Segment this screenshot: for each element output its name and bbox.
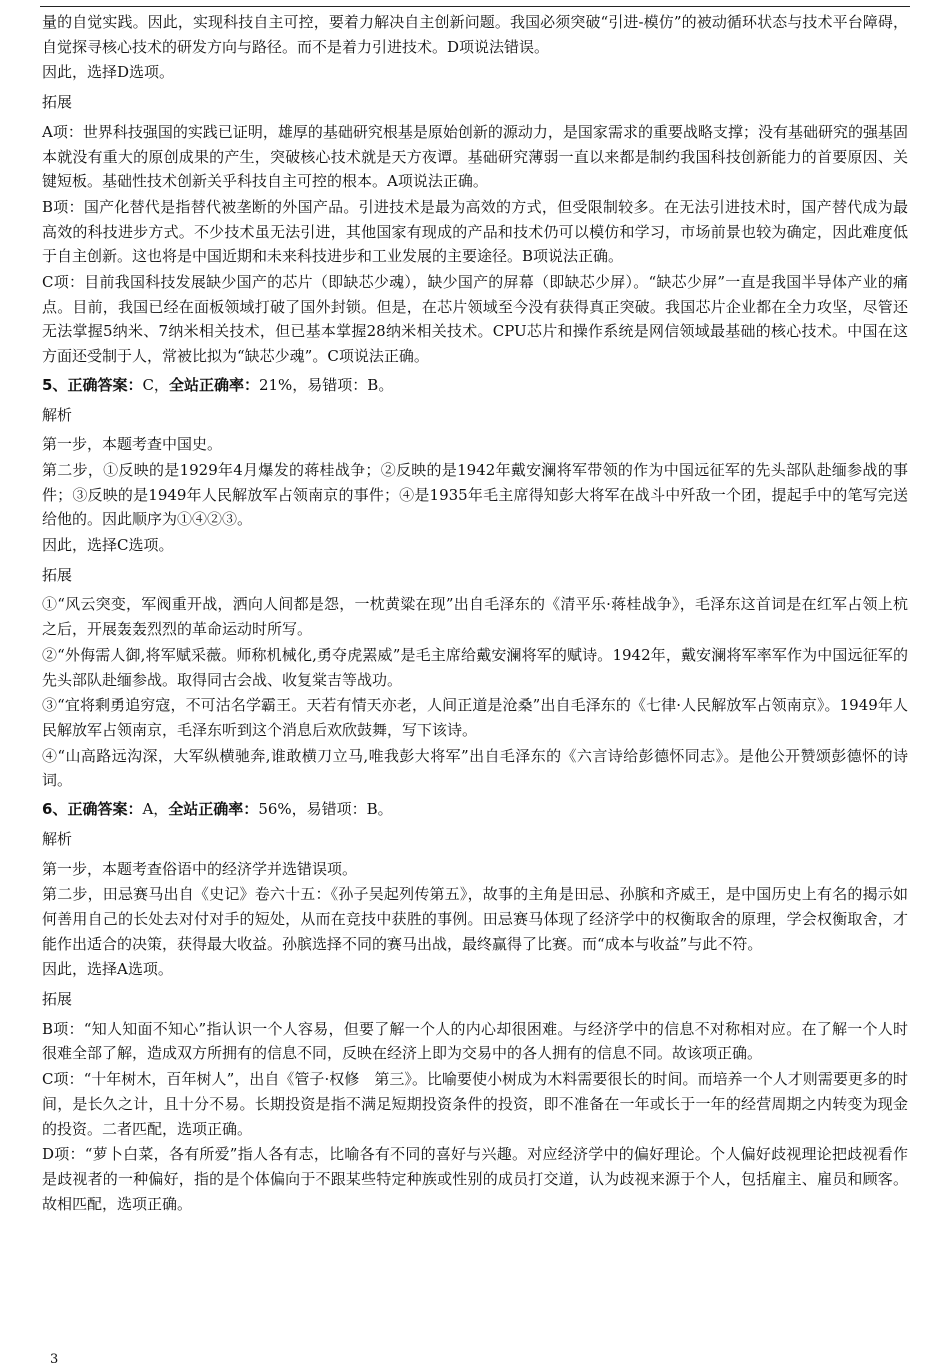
paragraph: 第二步，①反映的是1929年4月爆发的蒋桂战争；②反映的是1942年戴安澜将军带领的作为中国远征军的先头部队赴缅参战的事件；③反映的是1949年人民解放军占领南京的事件；④是1935年毛主席得知彭大将军在战斗中歼敌一个团，提起手中的笔写完送给他的。因此顺序为①④②③。 — [42, 460, 908, 529]
section-label: 解析 — [42, 829, 73, 848]
accuracy-label: 全站正确率： — [168, 800, 259, 819]
paragraph: 因此，选择C选项。 — [42, 536, 174, 555]
paragraph: C项：目前我国科技发展缺少国产的芯片（即缺芯少魂），缺少国产的屏幕（即缺芯少屏）。“缺芯少屏”一直是我国半导体产业的痛点。目前，我国已经在面板领域打破了国外封锁。但是，在芯片领域至今没有获得真正突破。我国芯片企业都在全力攻坚，尽管还无法掌握5纳米、7纳米相关技术，但已基本掌握28纳米相关技术。CPU芯片和操作系统是网信领域最基础的核心技术。中国在这方面还受制于人，常被比拟为“缺芯少魂”。C项说法正确。 — [42, 273, 908, 366]
accuracy-value: 56%，易错项：B。 — [258, 800, 393, 819]
top-divider — [40, 6, 910, 7]
answer-line — [42, 373, 908, 398]
answer-number: 5、 — [42, 375, 68, 394]
answer-label: 正确答案： — [67, 375, 143, 394]
accuracy-label: 全站正确率： — [168, 375, 259, 394]
accuracy-value: 21%，易错项：B。 — [258, 375, 394, 394]
paragraph: B项：“知人知面不知心”指认识一个人容易，但要了解一个人的内心却很困难。与经济学中的信息不对称相对应。在了解一个人时很难全部了解，造成双方所拥有的信息不同，反映在经济上即为交易中的各人拥有的信息不同。故该项正确。 — [42, 1019, 908, 1063]
answer-value: C， — [142, 375, 169, 394]
answer-value: A， — [142, 800, 169, 819]
section-label: 拓展 — [42, 990, 73, 1009]
paragraph: 因此，选择D选项。 — [42, 63, 175, 82]
answer-label: 正确答案： — [67, 800, 143, 819]
paragraph: D项：“萝卜白菜，各有所爱”指人各有志，比喻各有不同的喜好与兴趣。对应经济学中的偏好理论。个人偏好歧视理论把歧视看作是歧视者的一种偏好，指的是个体偏向于不跟某些特定种族或性别的成员打交道，认为歧视来源于个人，包括雇主、雇员和顾客。故相匹配，选项正确。 — [42, 1145, 908, 1213]
paragraph: A项：世界科技强国的实践已证明，雄厚的基础研究根基是原始创新的源动力，是国家需求的重要战略支撑；没有基础研究的强基固本就没有重大的原创成果的产生，突破核心技术就是天方夜谭。基础研究薄弱一直以来都是制约我国科技创新能力的首要原因、关键短板。基础性技术创新关乎科技自主可控的根本。A项说法正确。 — [42, 122, 908, 191]
paragraph: 第一步，本题考查俗语中的经济学并选错误项。 — [42, 859, 358, 878]
section-label: 拓展 — [42, 93, 73, 112]
page-number: 3 — [50, 1352, 59, 1367]
answer-number: 6、 — [42, 800, 68, 819]
paragraph: C项：“十年树木，百年树人”，出自《管子·权修 第三》。比喻要使小树成为木料需要很长的时间。而培养一个人才则需要更多的时间，是长久之计，且十分不易。长期投资是指不满足短期投资条件的投资，即不准备在一年或长于一年的经营周期之内转变为现金的投资。二者匹配，选项正确。 — [42, 1070, 908, 1138]
paragraph: 第一步，本题考查中国史。 — [42, 435, 223, 454]
section-label: 拓展 — [42, 565, 73, 584]
paragraph: ③“宜将剩勇追穷寇，不可沽名学霸王。天若有情天亦老，人间正道是沧桑”出自毛泽东的《七律·人民解放军占领南京》。1949年人民解放军占领南京，毛泽东听到这个消息后欢欣鼓舞，写下该诗。 — [42, 696, 908, 739]
paragraph: ①“风云突变，军阀重开战，洒向人间都是怨，一枕黄粱在现”出自毛泽东的《清平乐·蒋桂战争》，毛泽东这首词是在红军占领上杭之后，开展轰轰烈烈的革命运动时所写。 — [42, 595, 908, 639]
paragraph: ②“外侮需人御,将军赋采薇。师称机械化,勇夺虎罴威”是毛主席给戴安澜将军的赋诗。1942年，戴安澜将军率军作为中国远征军的先头部队赴缅参战。取得同古会战、收复棠吉等战功。 — [42, 645, 908, 689]
paragraph: B项：国产化替代是指替代被垄断的外国产品。引进技术是最为高效的方式，但受限制较多。在无法引进技术时，国产替代成为最高效的科技进步方式。不少技术虽无法引进，其他国家有现成的产品和技术仍可以模仿和学习，市场前景也较为确定，因此难度低于自主创新。这也将是中国近期和未来科技进步和工业发展的主要途径。B项说法正确。 — [42, 197, 908, 266]
document-body — [42, 10, 908, 1217]
paragraph: ④“山高路远沟深，大军纵横驰奔,谁敢横刀立马,唯我彭大将军”出自毛泽东的《六言诗给彭德怀同志》。是他公开赞颂彭德怀的诗词。 — [42, 746, 908, 790]
paragraph: 量的自觉实践。因此，实现科技自主可控，要着力解决自主创新问题。我国必须突破“引进-模仿”的被动循环状态与技术平台障碍，自觉探寻核心技术的研发方向与路径。而不是着力引进技术。D项说法错误。 — [42, 13, 908, 56]
paragraph: 第二步，田忌赛马出自《史记》卷六十五：《孙子吴起列传第五》，故事的主角是田忌、孙膑和齐威王，是中国历史上有名的揭示如何善用自己的长处去对付对手的短处，从而在竞技中获胜的事例。田忌赛马体现了经济学中的权衡取舍的原理，学会权衡取舍，才能作出适合的决策，获得最大收益。孙膑选择不同的赛马出战，最终赢得了比赛。而“成本与收益”与此不符。 — [42, 885, 908, 953]
answer-line — [42, 797, 908, 822]
paragraph: 因此，选择A选项。 — [42, 960, 173, 979]
section-label: 解析 — [42, 405, 73, 424]
